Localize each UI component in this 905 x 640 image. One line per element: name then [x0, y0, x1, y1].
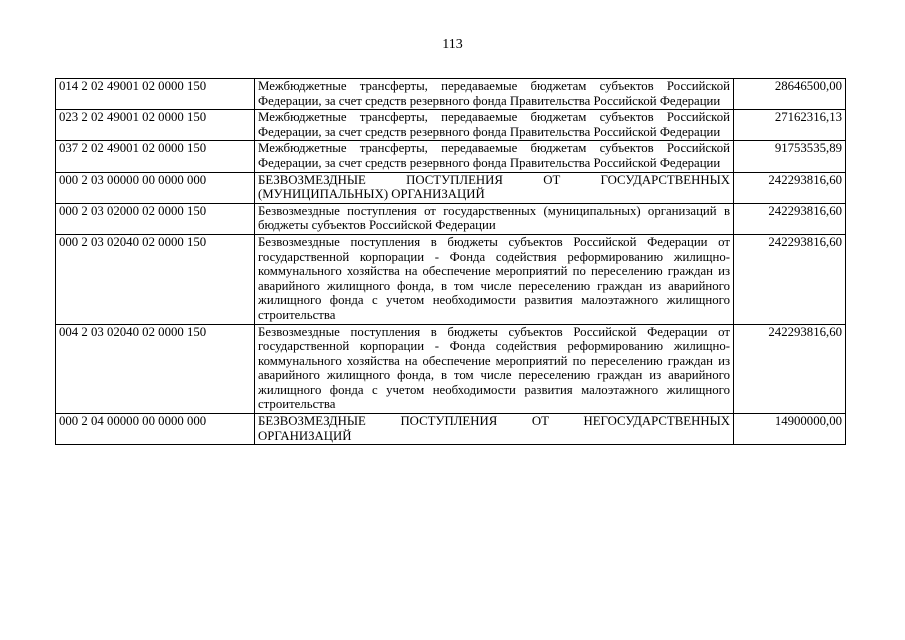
budget-code-cell: 000 2 03 00000 00 0000 000	[56, 172, 255, 203]
table-row	[56, 414, 846, 445]
amount-cell: 242293816,60	[734, 203, 846, 234]
table-row	[56, 234, 846, 324]
description-cell: Безвозмездные поступления в бюджеты субъектов Российской Федерации от государственной корпорации - Фонда содействия реформированию жилищно-коммунального хозяйства на обеспечение мероприятий по переселению граждан из аварийного жилищного фонда, в том числе переселению граждан из аварийного жилищного фонда с учетом необходимости развития малоэтажного жилищного строительства	[255, 234, 734, 324]
description-cell: Межбюджетные трансферты, передаваемые бюджетам субъектов Российской Федерации, за счет средств резервного фонда Правительства Российской Федерации	[255, 110, 734, 141]
budget-code-cell: 000 2 03 02000 02 0000 150	[56, 203, 255, 234]
budget-revenue-table	[55, 78, 846, 445]
page-number: 113	[442, 37, 463, 52]
description-cell: Межбюджетные трансферты, передаваемые бюджетам субъектов Российской Федерации, за счет средств резервного фонда Правительства Российской Федерации	[255, 79, 734, 110]
amount-cell: 28646500,00	[734, 79, 846, 110]
budget-code-cell: 000 2 03 02040 02 0000 150	[56, 234, 255, 324]
budget-code-cell: 023 2 02 49001 02 0000 150	[56, 110, 255, 141]
table-row	[56, 141, 846, 172]
amount-cell: 242293816,60	[734, 172, 846, 203]
budget-code-cell: 014 2 02 49001 02 0000 150	[56, 79, 255, 110]
amount-cell: 14900000,00	[734, 414, 846, 445]
table-row	[56, 110, 846, 141]
table-row	[56, 172, 846, 203]
amount-cell: 27162316,13	[734, 110, 846, 141]
budget-code-cell: 037 2 02 49001 02 0000 150	[56, 141, 255, 172]
description-cell: Межбюджетные трансферты, передаваемые бюджетам субъектов Российской Федерации, за счет средств резервного фонда Правительства Российской Федерации	[255, 141, 734, 172]
description-cell: БЕЗВОЗМЕЗДНЫЕ ПОСТУПЛЕНИЯ ОТ ГОСУДАРСТВЕННЫХ (МУНИЦИПАЛЬНЫХ) ОРГАНИЗАЦИЙ	[255, 172, 734, 203]
amount-cell: 242293816,60	[734, 324, 846, 414]
budget-code-cell: 000 2 04 00000 00 0000 000	[56, 414, 255, 445]
description-cell: Безвозмездные поступления от государственных (муниципальных) организаций в бюджеты субъектов Российской Федерации	[255, 203, 734, 234]
amount-cell: 242293816,60	[734, 234, 846, 324]
budget-code-cell: 004 2 03 02040 02 0000 150	[56, 324, 255, 414]
description-cell: Безвозмездные поступления в бюджеты субъектов Российской Федерации от государственной корпорации - Фонда содействия реформированию жилищно-коммунального хозяйства на обеспечение мероприятий по переселению граждан из аварийного жилищного фонда, в том числе переселению граждан из аварийного жилищного фонда с учетом необходимости развития малоэтажного жилищного строительства	[255, 324, 734, 414]
description-cell: БЕЗВОЗМЕЗДНЫЕ ПОСТУПЛЕНИЯ ОТ НЕГОСУДАРСТВЕННЫХ ОРГАНИЗАЦИЙ	[255, 414, 734, 445]
table-row	[56, 324, 846, 414]
table-row	[56, 79, 846, 110]
table-row	[56, 203, 846, 234]
amount-cell: 91753535,89	[734, 141, 846, 172]
